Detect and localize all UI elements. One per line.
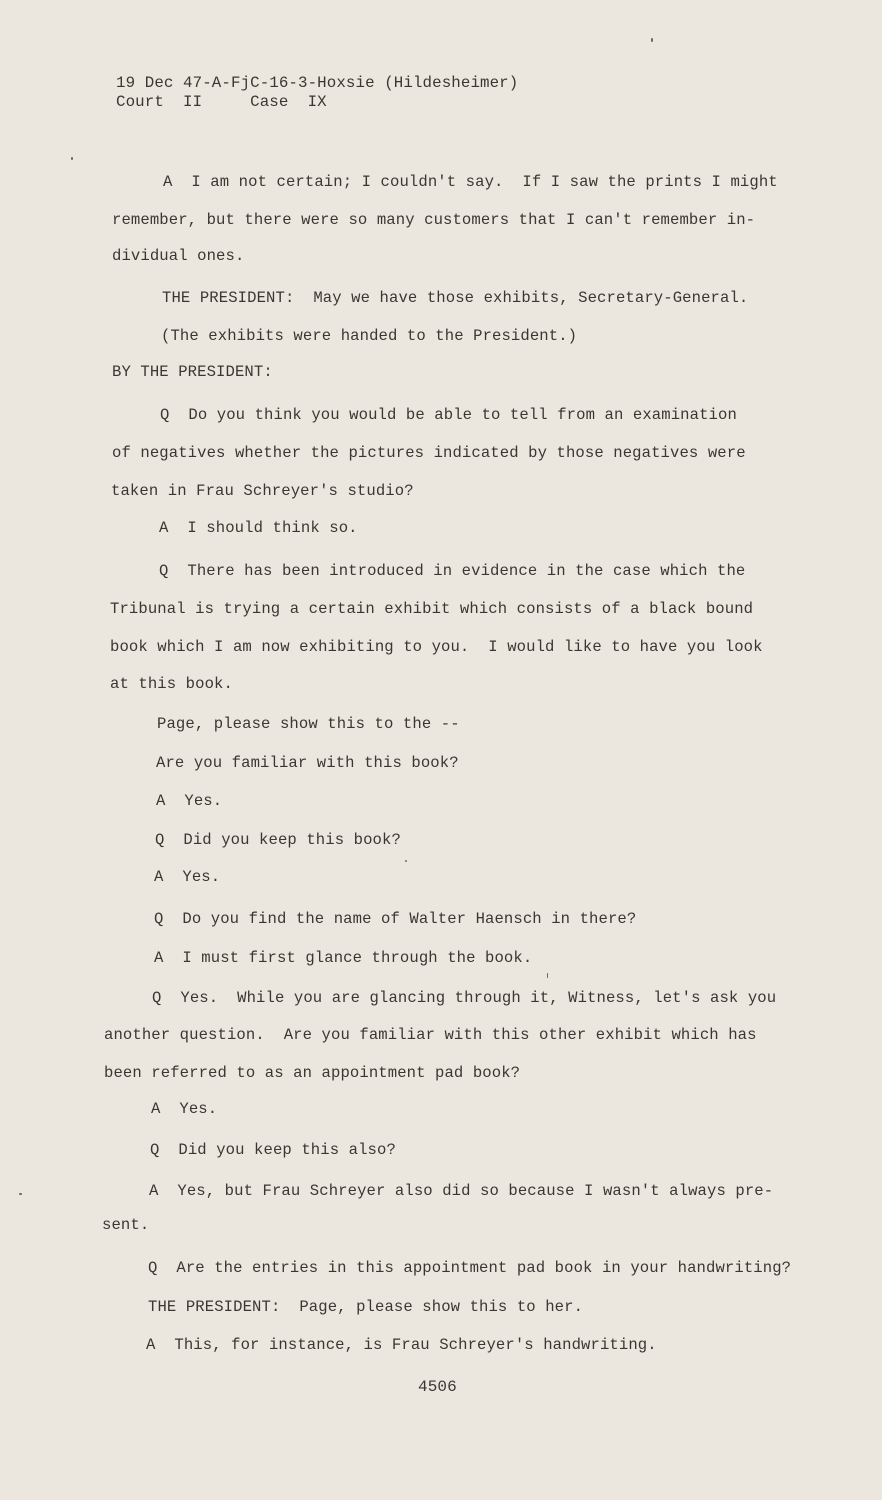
- transcript-line: Q There has been introduced in evidence in the case which the: [159, 562, 746, 580]
- paper-speck: [19, 1193, 22, 1195]
- transcript-line: Q Do you find the name of Walter Haensch in there?: [154, 910, 637, 928]
- transcript-line: A Yes.: [151, 1100, 218, 1118]
- transcript-line: Tribunal is trying a certain exhibit which consists of a black bound: [110, 600, 754, 618]
- transcript-line: Q Do you think you would be able to tell from an examination: [160, 406, 737, 424]
- paper-speck: [71, 157, 73, 160]
- transcript-line: been referred to as an appointment pad book?: [104, 1064, 521, 1082]
- transcript-line: THE PRESIDENT: Page, please show this to her.: [148, 1298, 584, 1316]
- page-number: 4506: [418, 1378, 457, 1396]
- transcript-line: dividual ones.: [112, 247, 245, 265]
- transcript-line: Q Are the entries in this appointment pad book in your handwriting?: [148, 1259, 792, 1277]
- transcript-line: A Yes, but Frau Schreyer also did so because I wasn't always pre-: [149, 1182, 774, 1200]
- transcript-line: A Yes.: [156, 792, 223, 810]
- transcript-line: Are you familiar with this book?: [156, 754, 459, 772]
- transcript-line: remember, but there were so many customers that I can't remember in-: [112, 211, 756, 229]
- paper-speck: [651, 38, 653, 42]
- transcript-line: book which I am now exhibiting to you. I would like to have you look: [110, 638, 763, 656]
- transcript-line: BY THE PRESIDENT:: [112, 363, 273, 381]
- transcript-line: Q Yes. While you are glancing through it, Witness, let's ask you: [152, 989, 777, 1007]
- transcript-line: A I must first glance through the book.: [154, 949, 533, 967]
- paper-speck: [405, 860, 407, 862]
- header-line-1: 19 Dec 47-A-FjC-16-3-Hoxsie (Hildesheimer): [116, 74, 519, 92]
- transcript-line: Page, please show this to the --: [157, 715, 460, 733]
- transcript-line: THE PRESIDENT: May we have those exhibits, Secretary-General.: [162, 289, 749, 307]
- paper-speck: [547, 973, 548, 978]
- transcript-line: Q Did you keep this book?: [155, 831, 401, 849]
- transcript-line: sent.: [102, 1216, 150, 1234]
- header-line-2: Court II Case IX: [116, 93, 327, 111]
- transcript-line: at this book.: [110, 675, 233, 693]
- transcript-line: A I am not certain; I couldn't say. If I saw the prints I might: [163, 173, 778, 191]
- transcript-line: Q Did you keep this also?: [150, 1141, 396, 1159]
- transcript-line: A This, for instance, is Frau Schreyer's handwriting.: [146, 1336, 657, 1354]
- transcript-line: (The exhibits were handed to the President.): [161, 327, 578, 345]
- transcript-line: A Yes.: [154, 868, 221, 886]
- transcript-line: another question. Are you familiar with this other exhibit which has: [104, 1026, 757, 1044]
- transcript-line: A I should think so.: [159, 519, 358, 537]
- transcript-line: of negatives whether the pictures indicated by those negatives were: [112, 444, 746, 462]
- transcript-line: taken in Frau Schreyer's studio?: [111, 482, 414, 500]
